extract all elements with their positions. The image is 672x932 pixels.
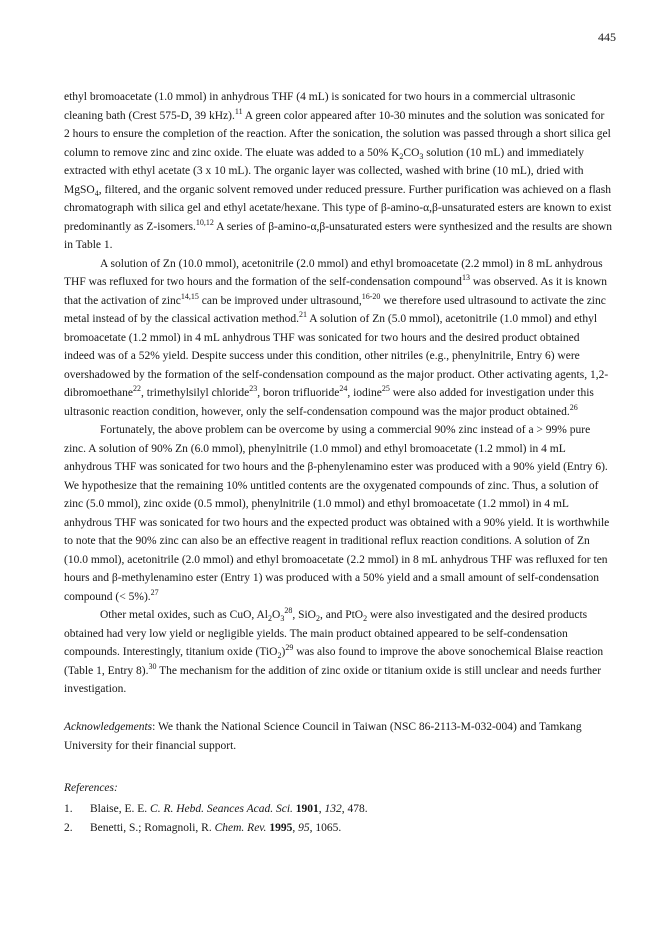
- paragraph: [64, 255, 612, 422]
- italic-text: Chem. Rev.: [214, 821, 267, 834]
- text-run: , iodine: [347, 387, 382, 399]
- superscript: 28: [284, 606, 293, 615]
- superscript: 25: [381, 384, 390, 393]
- text-run: CO: [403, 146, 420, 159]
- subscript: 2: [268, 614, 273, 623]
- text-run: , boron trifluoride: [257, 387, 340, 399]
- text-run: ,: [292, 821, 299, 834]
- text-run: were also added for investigation under this ultrasonic reaction condition, however, only the self-condensation compound was the major product obtained.: [64, 387, 594, 418]
- text-run: O: [272, 609, 281, 621]
- subscript: 2: [277, 651, 282, 660]
- subscript: 2: [363, 614, 368, 623]
- reference-text: [90, 800, 368, 819]
- text-run: The mechanism for the addition of zinc oxide or titanium oxide is still unclear and needs further investigation.: [64, 664, 602, 695]
- italic-text: 95: [298, 821, 310, 834]
- subscript: 3: [419, 151, 424, 161]
- text-run: A solution of Zn (5.0 mmol), acetonitrile (1.0 mmol) and ethyl bromoacetate (1.2 mmol) in 4 mL anhydrous THF was sonicated for two hours and the desired product obtained indeed was of a 52% yield. Despite success under this condition, other nitriles (e.g., phenylnitrile, Entry 6) were overshadowed by the formation of the self-condensation compound as the major product. Other activating agents, 1,2-dibromoethane: [64, 313, 609, 399]
- text-run: A solution of Zn (10.0 mmol), acetonitrile (2.0 mmol) and ethyl bromoacetate (2.2 mmol) in 8 mL anhydrous THF was refluxed for two hours and the formation of the self-condensation compound: [64, 257, 603, 288]
- superscript: 24: [339, 384, 348, 393]
- text-run: , filtered, and the organic solvent removed under reduced pressure. Further purification was achieved on a flash chromatograph with silica gel and ethyl acetate/hexane. This type of β-amino-α,β-unsaturated esters are known to exist predominantly as Z-isomers.: [64, 183, 612, 233]
- reference-number: 2.: [64, 821, 73, 834]
- acknowledgements-label: Acknowledgements: [64, 721, 153, 733]
- bold-text: 1901: [295, 803, 319, 815]
- text-run: A green color appeared after 10-30 minutes and the solution was sonicated for 2 hours to ensure the completion of the reaction. After the sonication, the solution was passed through a short silica gel column to remove zinc and zinc oxide. The eluate was added to a 50% K: [64, 109, 611, 159]
- text-run: we therefore used ultrasound to activate the zinc metal instead of by the classical activation method.: [64, 294, 606, 325]
- superscript: 13: [461, 273, 470, 282]
- text-run: ,: [318, 803, 325, 815]
- text-run: , trimethylsilyl chloride: [140, 387, 250, 399]
- text-run: , 1065.: [309, 821, 342, 834]
- superscript: 10,12: [195, 217, 214, 227]
- paragraph: [64, 421, 612, 606]
- subscript: 4: [94, 188, 99, 198]
- italic-text: C. R. Hebd. Seances Acad. Sci.: [150, 803, 293, 815]
- bold-text: 1995: [269, 821, 293, 834]
- superscript: 23: [249, 384, 258, 393]
- text-run: Other metal oxides, such as CuO, Al: [100, 609, 269, 621]
- acknowledgements-text: : We thank the National Science Council in Taiwan (NSC 86-2113-M-032-004) and Tamkang University for their financial support.: [64, 721, 582, 752]
- reference-text: [90, 819, 341, 838]
- superscript: 11: [234, 106, 243, 116]
- text-run: , SiO: [292, 609, 316, 621]
- superscript: 27: [150, 587, 159, 597]
- text-run: solution (10 mL) and immediately extracted with ethyl acetate (3 x 10 mL). The organic layer was collected, washed with brine (10 mL), dried with MgSO: [64, 146, 585, 196]
- acknowledgements: [64, 718, 612, 755]
- superscript: 26: [569, 402, 578, 412]
- text-run: A series of β-amino-α,β-unsaturated esters were synthesized and the results are shown in Table 1.: [64, 220, 612, 251]
- text-run: can be improved under ultrasound,: [198, 294, 362, 307]
- references-title: References:: [64, 782, 118, 794]
- superscript: 29: [285, 643, 294, 652]
- text-run: were also investigated and the desired products obtained had very low yield or negligible yields. The main product obtained appeared to be self-condensation compounds. Interestingly, titanium oxide (TiO: [64, 609, 588, 658]
- text-run: Blaise, E. E.: [90, 803, 151, 815]
- text-run: Benetti, S.; Romagnoli, R.: [90, 821, 215, 834]
- superscript: 22: [132, 384, 141, 393]
- reference-number: 1.: [64, 803, 73, 815]
- paragraph: [64, 606, 612, 699]
- subscript: 2: [315, 614, 320, 623]
- reference-item: [64, 800, 612, 819]
- subscript: 3: [280, 614, 285, 623]
- text-run: ethyl bromoacetate (1.0 mmol) in anhydrous THF (4 mL) is sonicated for two hours in a commercial ultrasonic cleaning bath (Crest 575-D, 39 kHz).: [64, 91, 576, 122]
- superscript: 30: [148, 661, 157, 671]
- page-number: 445: [598, 30, 616, 44]
- body-text: [64, 88, 612, 699]
- text-run: was also found to improve the above sonochemical Blaise reaction (Table 1, Entry 8).: [64, 646, 604, 677]
- subscript: 2: [399, 151, 404, 161]
- text-run: , and PtO: [319, 609, 364, 621]
- superscript: 21: [299, 310, 308, 319]
- text-run: was observed. As it is known that the activation of zinc: [64, 276, 607, 307]
- italic-text: 132: [324, 803, 342, 815]
- reference-item: [64, 819, 612, 838]
- text-run: , 478.: [341, 803, 368, 815]
- text-run: ): [281, 646, 286, 658]
- references-list: [64, 800, 612, 837]
- superscript: 14,15: [180, 291, 199, 301]
- paragraph: [64, 88, 612, 255]
- text-run: Fortunately, the above problem can be overcome by using a commercial 90% zinc instead of a > 99% pure zinc. A solution of 90% Zn (6.0 mmol), phenylnitrile (1.0 mmol) and ethyl bromoacetate (1.2 mmol) in 4 mL anhydrous THF was sonicated for two hours and the β-phenylenamino ester was produced with a 90% yield (Entry 6). We hypothesize that the remaining 10% untitled contents are the oxygenated compounds of zinc. Thus, a solution of zinc (5.0 mmol), zinc oxide (0.5 mmol), phenylnitrile (1.0 mmol) and ethyl bromoacetate (1.2 mmol) in 4 mL anhydrous THF was sonicated for two hours and the expected product was obtained with a 90% yield. It is worthwhile to note that the 90% zinc can also be an effective reagent in traditional reflux reaction conditions. A solution of Zn (10.0 mmol), acetonitrile (2.0 mmol) and ethyl bromoacetate (2.2 mmol) in 8 mL anhydrous THF was refluxed for ten hours and β-methylenamino ester (Entry 1) was produced with a 50% yield and a small amount of self-condensation compound (< 5%).: [64, 424, 610, 603]
- superscript: 16-20: [361, 291, 381, 301]
